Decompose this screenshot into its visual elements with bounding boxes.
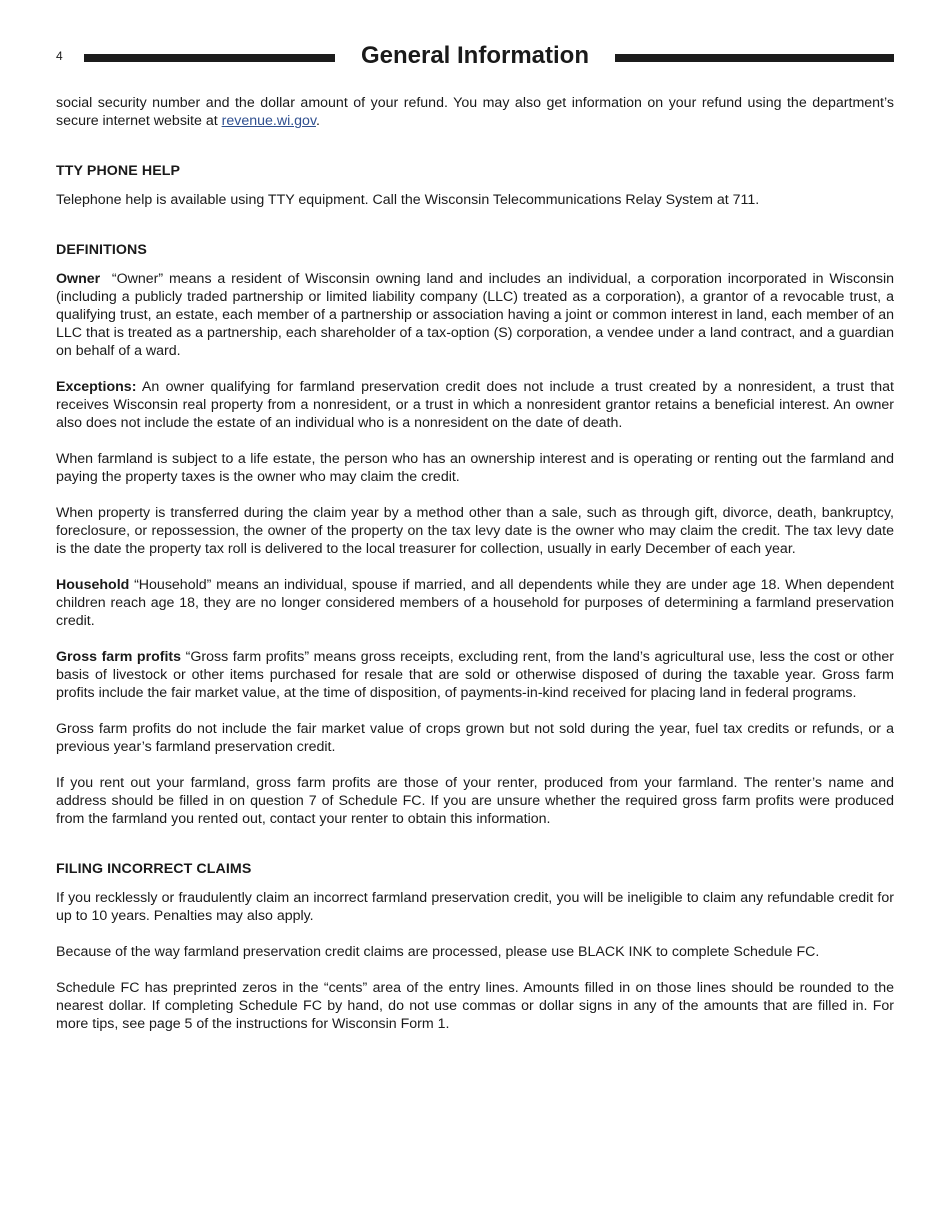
revenue-website-link[interactable]: revenue.wi.gov	[221, 113, 316, 129]
intro-text-end: .	[315, 113, 320, 129]
transfer-paragraph: When property is transferred during the claim year by a method other than a sale, such as through gift, divorce, death, bankruptcy, foreclosure, or repossession, the owner of the property on the tax levy date is the owner who may claim the credit. The tax levy date is the date the property tax roll is delivered to the local treasurer for collection, usually in early December of each year.	[56, 505, 894, 557]
tty-paragraph: Telephone help is available using TTY equipment. Call the Wisconsin Telecommunications Relay System at 711.	[56, 192, 760, 208]
household-definition	[56, 576, 894, 630]
gross-farm-profits-definition	[56, 648, 894, 702]
rent-out-paragraph: If you rent out your farmland, gross farm profits are those of your renter, produced from your farmland. The renter’s name and address should be filled in on question 7 of Schedule FC. If you are unsure whether the required gross farm profits were produced from the farmland you rented out, contact your renter to obtain this information.	[56, 775, 894, 827]
tty-heading: TTY PHONE HELP	[56, 163, 181, 179]
filing-heading: FILING INCORRECT CLAIMS	[56, 861, 252, 877]
gross-farm-profits-exclusions: Gross farm profits do not include the fair market value of crops grown but not sold during the year, fuel tax credits or refunds, or a previous year’s farmland preservation credit.	[56, 721, 894, 755]
owner-definition	[56, 270, 894, 360]
header-rule-right	[615, 54, 894, 62]
intro-paragraph	[56, 94, 894, 130]
header-rule-left	[84, 54, 335, 62]
household-term: Household	[56, 577, 130, 593]
intro-text: social security number and the dollar amount of your refund. You may also get information on your refund using the department’s secure internet website at	[56, 95, 894, 129]
owner-term: Owner	[56, 271, 101, 287]
page-title: General Information	[360, 42, 590, 69]
document-body	[56, 94, 894, 1051]
household-definition-text: “Household” means an individual, spouse if married, and all dependents while they are under age 18. When dependent children reach age 18, they are no longer considered members of a household for purposes of determining a farmland preservation credit.	[56, 577, 894, 629]
exceptions-term: Exceptions:	[56, 379, 137, 395]
owner-definition-text: “Owner” means a resident of Wisconsin owning land and includes an individual, a corporation incorporated in Wisconsin (including a publicly traded partnership or limited liability company (LLC) treated as a corporation), a grantor of a revocable trust, a qualifying trust, an estate, each member of a partnership or association having a joint or common interest in land, each member of an LLC that is treated as a partnership, each shareholder of a tax-option (S) corporation, a vendee under a land contract, and a guardian on behalf of a ward.	[56, 271, 894, 359]
filing-paragraph-1: If you recklessly or fraudulently claim an incorrect farmland preservation credit, you will be ineligible to claim any refundable credit for up to 10 years. Penalties may also apply.	[56, 890, 894, 924]
page-number: 4	[56, 49, 63, 63]
exceptions-paragraph	[56, 378, 894, 432]
definitions-heading: DEFINITIONS	[56, 242, 147, 258]
exceptions-text: An owner qualifying for farmland preservation credit does not include a trust created by a nonresident, a trust that receives Wisconsin real property from a nonresident, or a trust in which a nonresident grantor retains a beneficial interest. An owner also does not include the estate of an individual who is a nonresident on the date of death.	[56, 379, 894, 431]
gross-farm-profits-term: Gross farm profits	[56, 649, 182, 665]
filing-paragraph-3: Schedule FC has preprinted zeros in the “cents” area of the entry lines. Amounts filled in on those lines should be rounded to the nearest dollar. If completing Schedule FC by hand, do not use commas or dollar signs in any of the amounts that are filled in. For more tips, see page 5 of the instructions for Wisconsin Form 1.	[56, 980, 894, 1032]
filing-paragraph-2: Because of the way farmland preservation credit claims are processed, please use BLACK INK to complete Schedule FC.	[56, 944, 820, 960]
gross-farm-profits-text: “Gross farm profits” means gross receipts, excluding rent, from the land’s agricultural use, less the cost or other basis of livestock or other items purchased for resale that are sold or otherwise disposed of during the taxable year. Gross farm profits include the fair market value, at the time of disposition, of payments-in-kind received for placing land in federal programs.	[56, 649, 894, 701]
life-estate-paragraph: When farmland is subject to a life estate, the person who has an ownership interest and is operating or renting out the farmland and paying the property taxes is the owner who may claim the credit.	[56, 451, 894, 485]
